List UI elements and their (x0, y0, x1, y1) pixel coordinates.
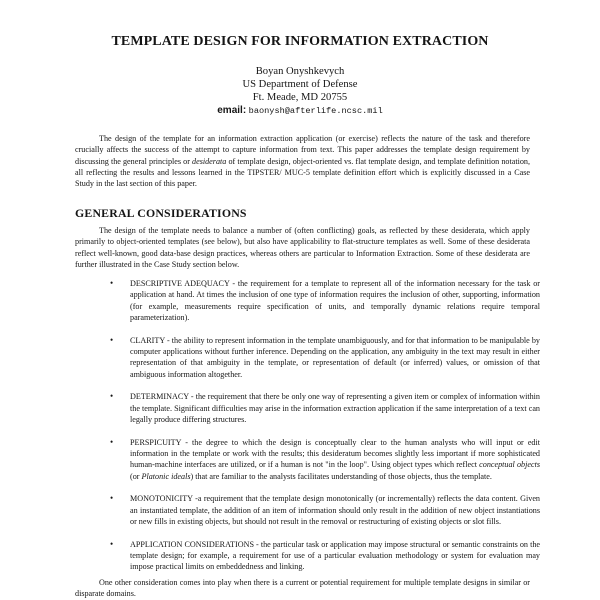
bullet-icon: • (110, 391, 114, 402)
intro-paragraph: The design of the template needs to balance a number of (often conflicting) goals, as reflected by these desiderata, which apply primarily to object-oriented templates (see below), but also have applicability to flat-structure templates as well. Some of these desiderata reflect well-known, good data-base design practices, whereas others are particular to Information Extraction. Some of these desiderata are further illustrated in the Case Study section below. (75, 226, 530, 269)
author-address: Ft. Meade, MD 20755 (252, 92, 348, 103)
author-block (0, 65, 600, 118)
bullet-icon: • (110, 436, 114, 447)
desiderata-text: PERSPICUITY - the degree to which the design is conceptually clear to the human analysts who will input or edit information in the template or work with the results; this desideratum becomes slightly less important if more sophisticated human-machine interfaces are utilized, or if a human is not "in the loop". Using object types which reflect (130, 437, 540, 470)
desiderata-text: MONOTONICITY -a requirement that the template design monotonically (or incrementally) reflects the data content. Given an instantiated template, the addition of an item of information should only result in the addition of new object instantiations or new fills in existing objects, but should not result in the removal or restructuring of existing objects or slot fills. (130, 494, 540, 527)
desiderata-text: ) that are familiar to the analysts facilitates understanding of those objects, thus the template. (190, 471, 492, 481)
bullet-icon: • (110, 493, 114, 504)
author-affiliation: US Department of Defense (242, 79, 358, 90)
section-heading: GENERAL CONSIDERATIONS (75, 206, 247, 220)
desiderata-list (108, 278, 540, 584)
desiderata-text: DESCRIPTIVE ADEQUACY - the requirement for a template to represent all of the information necessary for the task or application at hand. At times the inclusion of one type of information requires the inclusion of other, supporting, information (for example, measurements require specification of units, and temporally dynamic relations require temporal parameterization). (130, 279, 540, 322)
closing-paragraph: One other consideration comes into play when there is a current or potential requirement for multiple template designs in similar or disparate domains. (75, 578, 530, 599)
author-email-line (0, 104, 600, 118)
desiderata-item (108, 493, 540, 527)
desiderata-text: (or (130, 471, 142, 481)
abstract-text: The design of the template for an information extraction application (or exercise) reflects the nature of the task and therefore crucially affects the success of the attempt to capture information from text. This paper addresses the template design requirement by discussing the general principles or (75, 134, 530, 166)
desiderata-text: APPLICATION CONSIDERATIONS - the particular task or application may impose structural or semantic constraints on the template design; for example, a requirement for use of a particular evaluation methodology or system for evaluation may impose practical limits on embeddedness and linking. (130, 539, 540, 572)
desiderata-item (108, 539, 540, 573)
desiderata-text: DETERMINACY - the requirement that there be only one way of representing a given item or complex of information within the template. Significant difficulties may arise in the information extraction application if the same interpretation of a text can legally produce differing structures. (130, 392, 540, 424)
desiderata-item (108, 278, 540, 323)
desiderata-text: CLARITY - the ability to represent information in the template unambiguously, and for that information to be manipulable by computer applications without further inference. Depending on the application, any ambiguity in the text may result in either representation of that ambiguity in the template, or representation of default (or inferred) values, or omission of that ambiguous information altogether. (130, 335, 540, 379)
paper-title: TEMPLATE DESIGN FOR INFORMATION EXTRACTION (111, 34, 489, 49)
author-name: Boyan Onyshkevych (255, 66, 345, 77)
bullet-icon: • (110, 538, 114, 549)
email-label: email: (217, 105, 247, 116)
abstract-text: of template design, object-oriented vs. flat template design, and template definition notation, all reflecting the results and lessons learned in the TIPSTER/ MUC-5 template definition effort which is explicitly discussed in a Case Study in the last section of this paper. (75, 156, 531, 189)
bullet-icon: • (110, 278, 114, 288)
email-address: baonysh@afterlife.ncsc.mil (248, 106, 383, 116)
desiderata-text-emphasis: conceptual objects (479, 460, 540, 470)
abstract-text-emphasis: desiderata (192, 156, 227, 166)
desiderata-item (108, 391, 540, 425)
desiderata-item (108, 437, 540, 482)
desiderata-item (108, 335, 540, 380)
desiderata-text-emphasis: Platonic ideals (141, 471, 191, 481)
bullet-icon: • (110, 334, 114, 345)
abstract-paragraph (75, 133, 530, 189)
